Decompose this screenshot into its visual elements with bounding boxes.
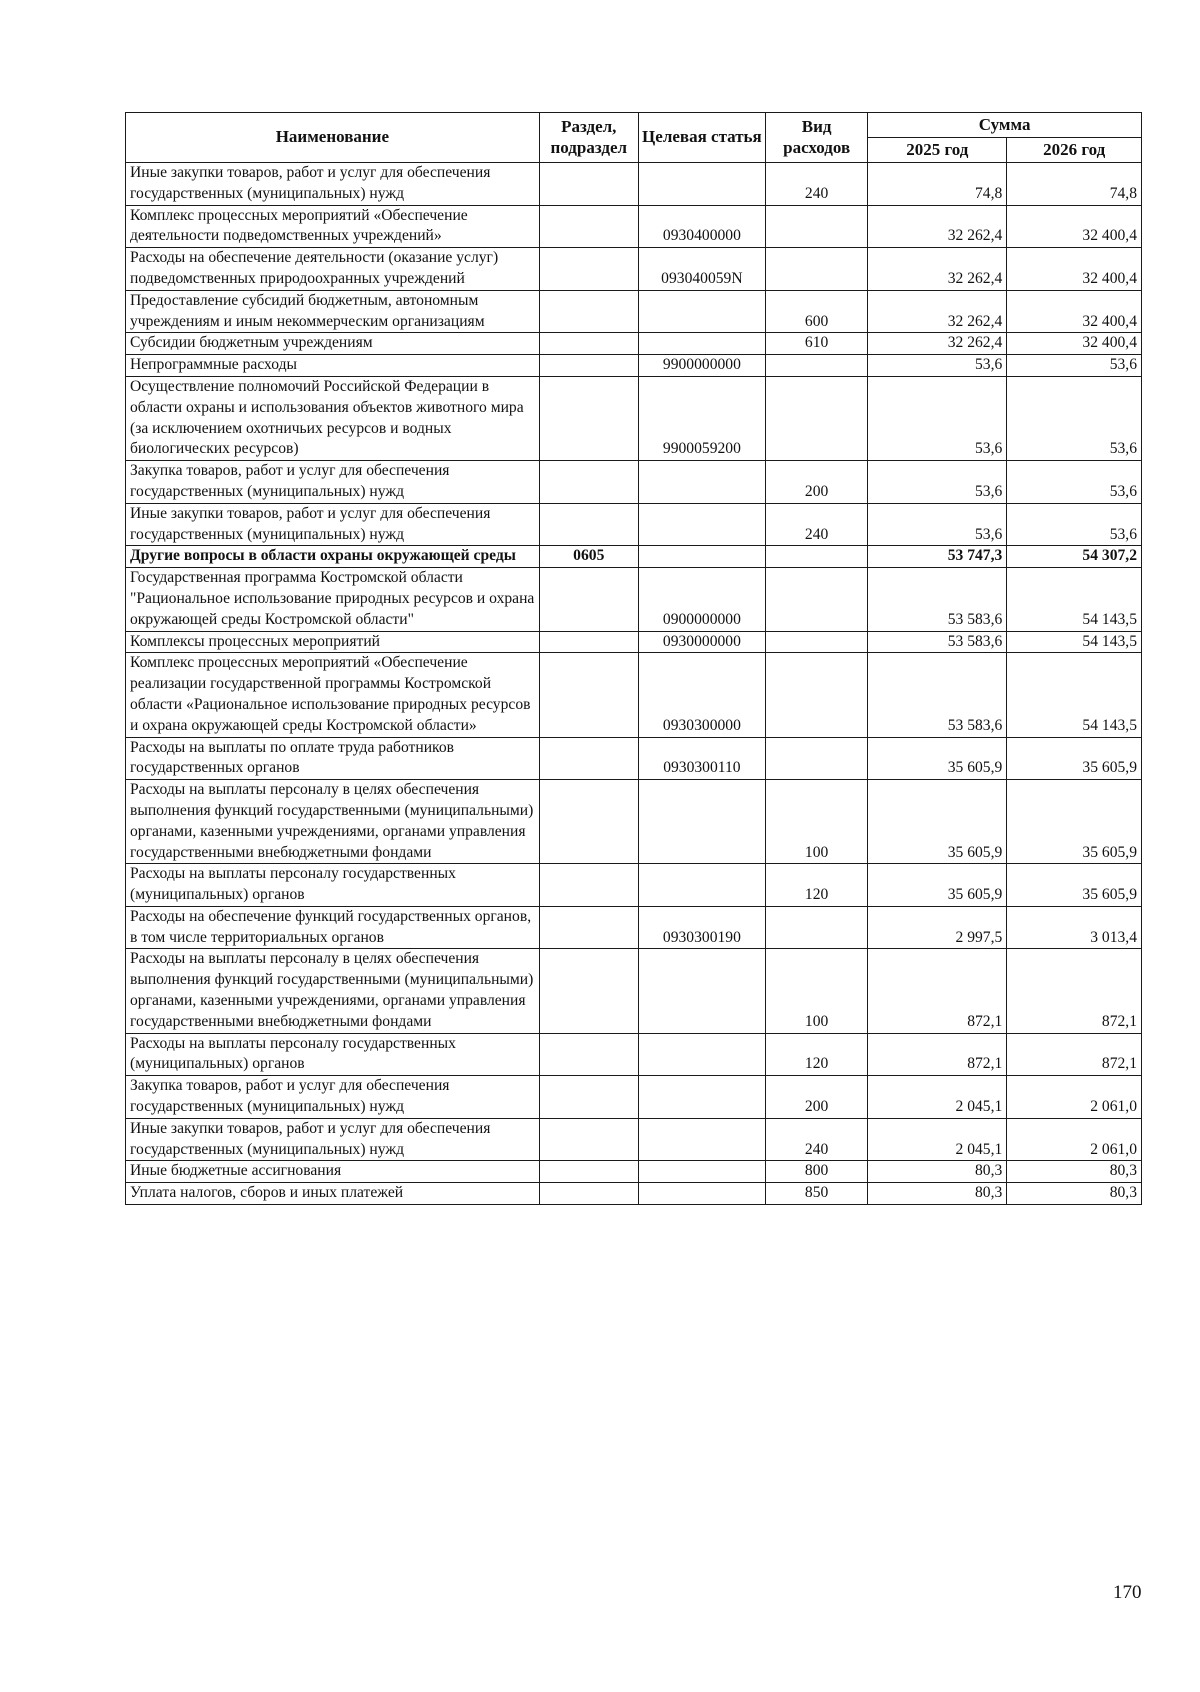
table-row	[126, 163, 1142, 206]
row-section-cell	[539, 205, 638, 248]
row-amount-2025-cell: 2 045,1	[868, 1118, 1007, 1161]
row-amount-2025-cell: 53,6	[868, 503, 1007, 546]
row-expense-type-cell: 200	[765, 461, 867, 504]
row-amount-2026-cell: 54 143,5	[1007, 568, 1142, 631]
row-target-cell: 0930300110	[638, 737, 765, 780]
row-expense-type-cell	[765, 653, 867, 737]
row-name-cell: Расходы на выплаты персоналу в целях обеспечения выполнения функций государственными (муниципальными) органами, казенными учреждениями, органами управления государственными внебюджетными фондами	[126, 780, 540, 864]
row-name-cell: Предоставление субсидий бюджетным, автономным учреждениям и иным некоммерческим организациям	[126, 290, 540, 333]
row-target-cell: 0900000000	[638, 568, 765, 631]
row-name-cell: Иные закупки товаров, работ и услуг для обеспечения государственных (муниципальных) нужд	[126, 1118, 540, 1161]
row-section-cell: 0605	[539, 546, 638, 568]
row-amount-2025-cell: 32 262,4	[868, 333, 1007, 355]
row-expense-type-cell	[765, 737, 867, 780]
row-target-cell: 9900000000	[638, 355, 765, 377]
row-expense-type-cell	[765, 906, 867, 949]
row-amount-2026-cell: 53,6	[1007, 503, 1142, 546]
row-amount-2026-cell: 80,3	[1007, 1183, 1142, 1205]
row-name-cell: Расходы на обеспечение деятельности (оказание услуг) подведомственных природоохранных учреждений	[126, 248, 540, 291]
header-target: Целевая статья	[638, 113, 765, 163]
row-amount-2026-cell: 32 400,4	[1007, 248, 1142, 291]
page-number: 170	[1113, 1582, 1142, 1603]
header-year-2025: 2025 год	[868, 138, 1007, 163]
row-target-cell	[638, 333, 765, 355]
row-amount-2025-cell: 32 262,4	[868, 205, 1007, 248]
row-amount-2026-cell: 35 605,9	[1007, 780, 1142, 864]
row-section-cell	[539, 568, 638, 631]
row-target-cell	[638, 163, 765, 206]
row-amount-2026-cell: 53,6	[1007, 355, 1142, 377]
row-expense-type-cell: 120	[765, 1033, 867, 1076]
row-name-cell: Расходы на обеспечение функций государственных органов, в том числе территориальных органов	[126, 906, 540, 949]
row-target-cell	[638, 503, 765, 546]
row-amount-2025-cell: 2 997,5	[868, 906, 1007, 949]
row-section-cell	[539, 163, 638, 206]
table-row	[126, 1033, 1142, 1076]
row-section-cell	[539, 376, 638, 460]
table-row	[126, 864, 1142, 907]
row-amount-2025-cell: 53 583,6	[868, 631, 1007, 653]
row-amount-2026-cell: 32 400,4	[1007, 290, 1142, 333]
row-target-cell: 0930000000	[638, 631, 765, 653]
row-amount-2026-cell: 3 013,4	[1007, 906, 1142, 949]
row-target-cell	[638, 290, 765, 333]
row-target-cell	[638, 546, 765, 568]
row-name-cell: Непрограммные расходы	[126, 355, 540, 377]
table-row	[126, 906, 1142, 949]
row-amount-2026-cell: 54 143,5	[1007, 653, 1142, 737]
row-amount-2025-cell: 53,6	[868, 355, 1007, 377]
row-target-cell	[638, 461, 765, 504]
row-amount-2025-cell: 53 747,3	[868, 546, 1007, 568]
row-expense-type-cell: 610	[765, 333, 867, 355]
budget-table	[125, 112, 1142, 1205]
row-section-cell	[539, 1076, 638, 1119]
table-row	[126, 355, 1142, 377]
row-amount-2025-cell: 872,1	[868, 949, 1007, 1033]
row-amount-2026-cell: 35 605,9	[1007, 864, 1142, 907]
row-name-cell: Уплата налогов, сборов и иных платежей	[126, 1183, 540, 1205]
table-row	[126, 1076, 1142, 1119]
row-expense-type-cell: 850	[765, 1183, 867, 1205]
row-section-cell	[539, 355, 638, 377]
row-amount-2025-cell: 80,3	[868, 1161, 1007, 1183]
row-amount-2025-cell: 74,8	[868, 163, 1007, 206]
row-expense-type-cell: 240	[765, 503, 867, 546]
row-amount-2025-cell: 53,6	[868, 376, 1007, 460]
row-amount-2025-cell: 872,1	[868, 1033, 1007, 1076]
row-expense-type-cell	[765, 376, 867, 460]
table-row	[126, 290, 1142, 333]
row-section-cell	[539, 737, 638, 780]
row-name-cell: Субсидии бюджетным учреждениям	[126, 333, 540, 355]
row-expense-type-cell: 240	[765, 1118, 867, 1161]
row-section-cell	[539, 1161, 638, 1183]
row-name-cell: Расходы на выплаты по оплате труда работников государственных органов	[126, 737, 540, 780]
row-expense-type-cell: 600	[765, 290, 867, 333]
row-amount-2025-cell: 80,3	[868, 1183, 1007, 1205]
row-section-cell	[539, 290, 638, 333]
row-expense-type-cell	[765, 546, 867, 568]
row-amount-2025-cell: 53 583,6	[868, 568, 1007, 631]
row-amount-2025-cell: 53 583,6	[868, 653, 1007, 737]
row-amount-2025-cell: 53,6	[868, 461, 1007, 504]
row-name-cell: Комплекс процессных мероприятий «Обеспечение реализации государственной программы Костромской области «Рациональное использование природных ресурсов и охрана окружающей среды Костромской области»	[126, 653, 540, 737]
row-name-cell: Закупка товаров, работ и услуг для обеспечения государственных (муниципальных) нужд	[126, 1076, 540, 1119]
row-section-cell	[539, 653, 638, 737]
row-amount-2025-cell: 32 262,4	[868, 248, 1007, 291]
row-target-cell	[638, 1161, 765, 1183]
row-target-cell	[638, 864, 765, 907]
table-row	[126, 503, 1142, 546]
row-amount-2026-cell: 80,3	[1007, 1161, 1142, 1183]
row-expense-type-cell	[765, 355, 867, 377]
row-section-cell	[539, 631, 638, 653]
row-target-cell: 0930300000	[638, 653, 765, 737]
row-section-cell	[539, 333, 638, 355]
row-amount-2025-cell: 35 605,9	[868, 737, 1007, 780]
row-amount-2026-cell: 53,6	[1007, 376, 1142, 460]
row-target-cell: 9900059200	[638, 376, 765, 460]
row-expense-type-cell	[765, 631, 867, 653]
row-section-cell	[539, 248, 638, 291]
row-amount-2025-cell: 2 045,1	[868, 1076, 1007, 1119]
row-expense-type-cell: 200	[765, 1076, 867, 1119]
row-expense-type-cell	[765, 248, 867, 291]
row-name-cell: Расходы на выплаты персоналу в целях обеспечения выполнения функций государственными (муниципальными) органами, казенными учреждениями, органами управления государственными внебюджетными фондами	[126, 949, 540, 1033]
row-target-cell: 093040059N	[638, 248, 765, 291]
row-section-cell	[539, 1118, 638, 1161]
row-section-cell	[539, 1033, 638, 1076]
row-section-cell	[539, 461, 638, 504]
row-name-cell: Иные бюджетные ассигнования	[126, 1161, 540, 1183]
row-expense-type-cell: 120	[765, 864, 867, 907]
row-amount-2026-cell: 54 143,5	[1007, 631, 1142, 653]
table-row	[126, 461, 1142, 504]
table-row	[126, 205, 1142, 248]
row-target-cell	[638, 1076, 765, 1119]
row-expense-type-cell: 800	[765, 1161, 867, 1183]
row-amount-2026-cell: 32 400,4	[1007, 333, 1142, 355]
row-target-cell: 0930300190	[638, 906, 765, 949]
row-target-cell	[638, 1118, 765, 1161]
row-amount-2026-cell: 2 061,0	[1007, 1076, 1142, 1119]
row-amount-2026-cell: 2 061,0	[1007, 1118, 1142, 1161]
row-name-cell: Закупка товаров, работ и услуг для обеспечения государственных (муниципальных) нужд	[126, 461, 540, 504]
header-year-2026: 2026 год	[1007, 138, 1142, 163]
row-expense-type-cell	[765, 568, 867, 631]
header-sum: Сумма	[868, 113, 1142, 138]
row-amount-2026-cell: 872,1	[1007, 1033, 1142, 1076]
row-section-cell	[539, 949, 638, 1033]
row-name-cell: Комплекс процессных мероприятий «Обеспечение деятельности подведомственных учреждений»	[126, 205, 540, 248]
row-amount-2026-cell: 872,1	[1007, 949, 1142, 1033]
row-section-cell	[539, 503, 638, 546]
row-name-cell: Другие вопросы в области охраны окружающей среды	[126, 546, 540, 568]
row-section-cell	[539, 780, 638, 864]
row-target-cell	[638, 1183, 765, 1205]
row-amount-2026-cell: 32 400,4	[1007, 205, 1142, 248]
row-expense-type-cell: 100	[765, 780, 867, 864]
row-amount-2026-cell: 53,6	[1007, 461, 1142, 504]
table-row	[126, 780, 1142, 864]
table-row	[126, 546, 1142, 568]
row-name-cell: Комплексы процессных мероприятий	[126, 631, 540, 653]
row-name-cell: Государственная программа Костромской области "Рациональное использование природных ресурсов и охрана окружающей среды Костромской области"	[126, 568, 540, 631]
row-target-cell	[638, 949, 765, 1033]
table-row	[126, 1161, 1142, 1183]
row-amount-2026-cell: 35 605,9	[1007, 737, 1142, 780]
table-row	[126, 653, 1142, 737]
row-name-cell: Иные закупки товаров, работ и услуг для обеспечения государственных (муниципальных) нужд	[126, 503, 540, 546]
row-name-cell: Осуществление полномочий Российской Федерации в области охраны и использования объектов животного мира (за исключением охотничьих ресурсов и водных биологических ресурсов)	[126, 376, 540, 460]
row-amount-2025-cell: 32 262,4	[868, 290, 1007, 333]
table-row	[126, 1183, 1142, 1205]
row-amount-2025-cell: 35 605,9	[868, 780, 1007, 864]
table-row	[126, 333, 1142, 355]
header-section: Раздел, подраздел	[539, 113, 638, 163]
table-row	[126, 631, 1142, 653]
row-amount-2025-cell: 35 605,9	[868, 864, 1007, 907]
row-target-cell	[638, 780, 765, 864]
table-row	[126, 248, 1142, 291]
row-section-cell	[539, 1183, 638, 1205]
table-row	[126, 737, 1142, 780]
table-row	[126, 568, 1142, 631]
table-row	[126, 949, 1142, 1033]
row-amount-2026-cell: 54 307,2	[1007, 546, 1142, 568]
row-expense-type-cell	[765, 205, 867, 248]
row-expense-type-cell: 240	[765, 163, 867, 206]
row-target-cell: 0930400000	[638, 205, 765, 248]
table-row	[126, 376, 1142, 460]
row-expense-type-cell: 100	[765, 949, 867, 1033]
row-section-cell	[539, 864, 638, 907]
table-body	[126, 163, 1142, 1205]
table-row	[126, 1118, 1142, 1161]
row-name-cell: Расходы на выплаты персоналу государственных (муниципальных) органов	[126, 1033, 540, 1076]
row-name-cell: Иные закупки товаров, работ и услуг для обеспечения государственных (муниципальных) нужд	[126, 163, 540, 206]
header-expense-type: Вид расходов	[765, 113, 867, 163]
row-name-cell: Расходы на выплаты персоналу государственных (муниципальных) органов	[126, 864, 540, 907]
header-name: Наименование	[126, 113, 540, 163]
row-amount-2026-cell: 74,8	[1007, 163, 1142, 206]
row-section-cell	[539, 906, 638, 949]
row-target-cell	[638, 1033, 765, 1076]
